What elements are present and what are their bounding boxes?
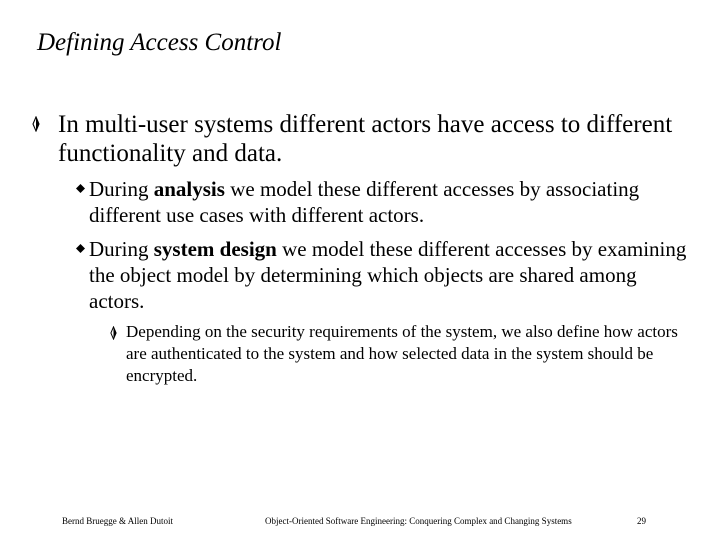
bullet-analysis [89,176,689,228]
bullet-system-design-bold: system design [153,237,277,261]
bullet-security-requirements: Depending on the security requirements of the system, we also define how actors are authenticated to the system and how selected data in the system should be encrypted. [126,322,678,385]
diamond-filled-icon [76,184,85,193]
footer-book-title: Object-Oriented Software Engineering: Conquering Complex and Changing Systems [265,516,572,526]
bullet-analysis-pre: During [89,177,154,201]
bullet-analysis-bold: analysis [153,177,225,201]
bullet-analysis-post: we model these different accesses by associating different use cases with different actors. [89,177,640,227]
footer-authors: Bernd Bruegge & Allen Dutoit [62,516,173,526]
bullet-system-design-post: we model these different accesses by examining the object model by determining which objects are shared among actors. [89,237,687,313]
slide-title: Defining Access Control [37,29,282,56]
footer-page-number: 29 [637,516,646,526]
diamond-filled-icon [76,244,85,253]
diamond-outline-icon [32,116,40,132]
bullet-multi-user-systems: In multi-user systems different actors have access to different functionality and data. [58,111,673,167]
bullet-system-design-pre: During [89,237,154,261]
bullet-system-design [89,236,689,314]
diamond-outline-icon [110,326,117,340]
